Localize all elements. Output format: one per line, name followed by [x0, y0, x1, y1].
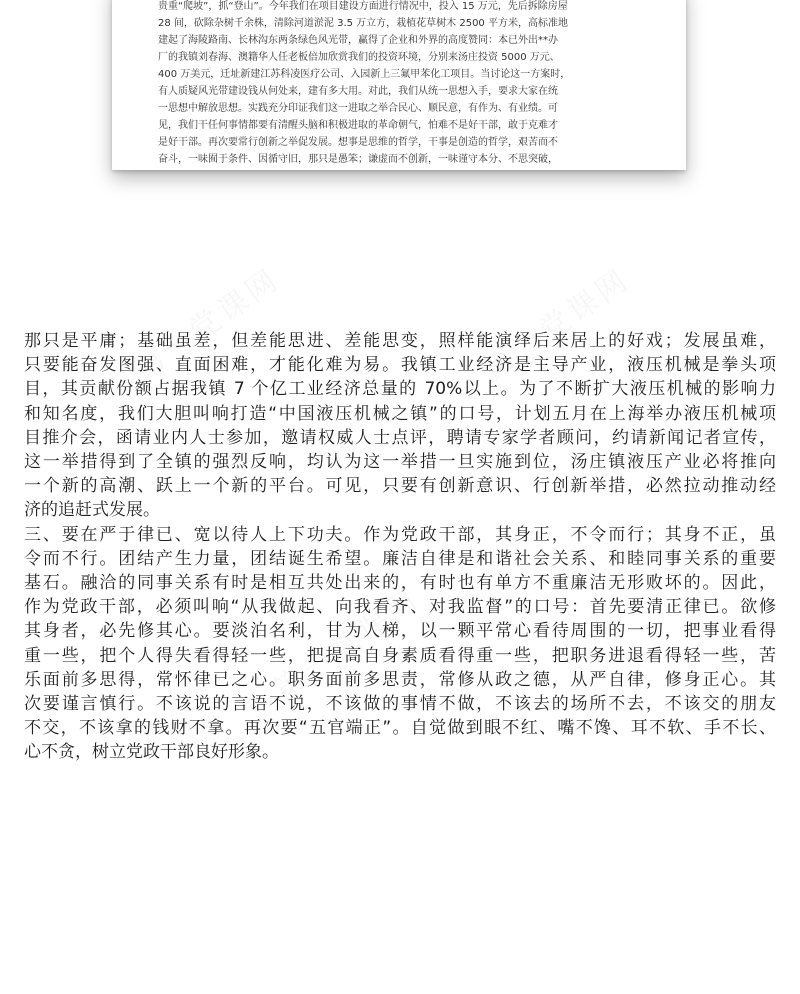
body-line: 重一些，把个人得失看得轻一些，把提高自身素质看得重一些，把职务进退看得轻一些，苦 [24, 645, 776, 666]
body-line: 乐面前多思得，常怀律已之心。职务面前多思责，常修从政之德，从严自律，修身正心。其 [24, 669, 776, 690]
body-line: 不交，不该拿的钱财不拿。再次要“五官端正”。自觉做到眼不红、嘴不馋、耳不软、手不长、 [24, 718, 776, 739]
body-line: 这一举措得到了全镇的强烈反响，均认为这一举措一旦实施到位，汤庄镇液压产业必将推向 [24, 452, 776, 473]
body-line: 那只是平庸；基础虽差，但差能思进、差能思变，照样能演绎后来居上的好戏；发展虽难， [24, 331, 776, 351]
preview-line: 贵重“爬坡”，抓“登山”。今年我们在项目建设方面进行情况中，投入 15 万元，先后拆除房屋 [158, 1, 568, 12]
preview-line: 是好干部。再次要常行创新之举促发展。想事是思维的哲学，干事是创造的哲学，艰苦而不 [158, 137, 558, 148]
body-line: 基石。融洽的同事关系有时是相互共处出来的，有时也有单方不重廉洁无形败坏的。因此， [24, 573, 776, 594]
preview-line: 建起了海陵路南、长林沟东两条绿色风光带，赢得了企业和外界的高度赞同：本已外出**办 [158, 35, 558, 46]
preview-line: 厂的我镇刘春海、澳籍华人任老板倍加欣赏我们的投资环境，分别来汤庄投资 5000 万元、 [158, 52, 560, 63]
body-line: 济的追赶式发展。 [24, 500, 160, 521]
body-line: 其身者，必先修其心。要淡泊名利，甘为人梯，以一颗平常心看待周围的一切，把事业看得 [24, 621, 776, 642]
document-body-text [24, 329, 776, 765]
body-line: 三、要在严于律已、宽以待人上下功夫。作为党政干部，其身正，不令而行；其身不正，虽 [24, 524, 776, 545]
preview-text-block [158, 0, 644, 168]
preview-line: 奋斗，一味囿于条件、因循守旧，那只是愚笨；谦虚而不创新，一味谨守本分、不思突破， [158, 154, 558, 165]
body-line: 作为党政干部，必须叫响“从我做起、向我看齐、对我监督”的口号：首先要清正律已。欲修 [24, 597, 776, 618]
body-line: 目，其贡献份额占据我镇 7 个亿工业经济总量的 70%以上。为了不断扩大液压机械的影响力 [24, 379, 776, 400]
body-line: 次要谨言慎行。不该说的言语不说，不该做的事情不做，不该去的场所不去，不该交的朋友 [24, 694, 776, 715]
preview-line: 一思想中解放思想。实践充分印证我们这一进取之举合民心、顺民意，有作为、有业绩。可 [158, 103, 558, 114]
document-preview-card [112, 0, 686, 170]
body-line: 令而不行。团结产生力量，团结诞生希望。廉洁自律是和谐社会关系、和睦同事关系的重要 [24, 548, 776, 569]
preview-line: 28 间，砍除杂树千余株，清除河道淤泥 3.5 万立方，栽植花草树木 2500 平方米，高标准地 [158, 18, 568, 29]
body-line: 目推介会，函请业内人士参加，邀请权威人士点评，聘请专家学者顾问，约请新闻记者宣传， [24, 427, 776, 448]
body-line: 一个新的高潮、跃上一个新的平台。可见，只要有创新意识、行创新举措，必然拉动推动经 [24, 476, 776, 497]
preview-line: 见，我们干任何事情都要有清醒头脑和积极进取的革命朝气，怕难不是好干部，敢于克难才 [158, 120, 558, 131]
preview-line: 有人质疑风光带建设钱从何处来，建有多大用。对此，我们从统一思想入手，要求大家在统 [158, 86, 558, 97]
body-line: 只要能奋发图强、直面困难，才能化难为易。我镇工业经济是主导产业，液压机械是拳头项 [24, 355, 776, 376]
body-line: 心不贪，树立党政干部良好形象。 [24, 742, 279, 763]
body-line: 和知名度，我们大胆叫响打造“中国液压机械之镇”的口号，计划五月在上海举办液压机械项 [24, 403, 776, 424]
preview-line: 400 万美元，迁址新建江苏科凌医疗公司、入园新上三氟甲苯化工项目。当讨论这一方案时， [158, 69, 571, 80]
